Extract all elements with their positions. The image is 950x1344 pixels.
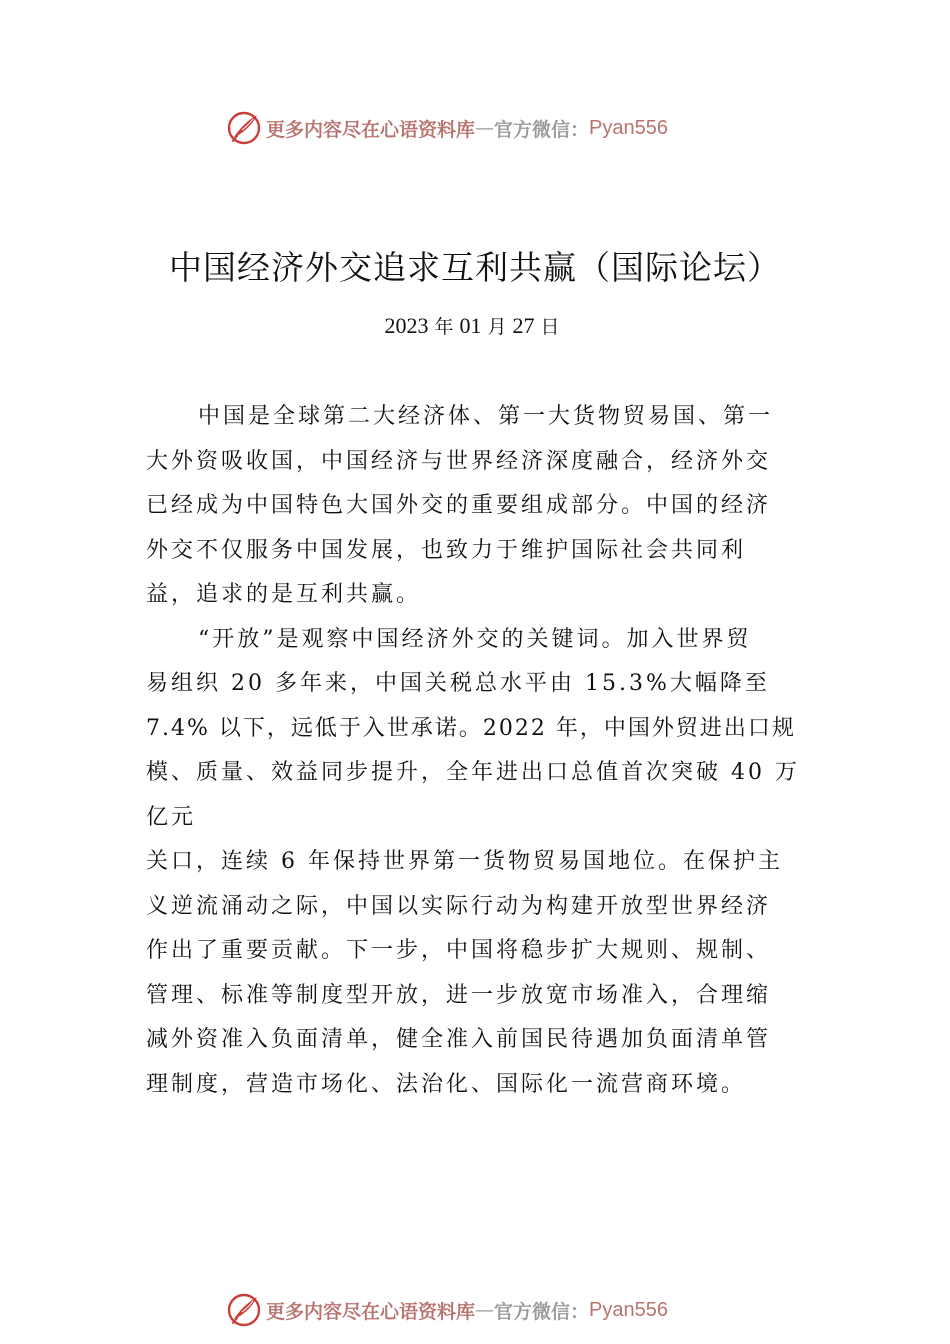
body-line: 外交不仅服务中国发展，也致力于维护国际社会共同利: [146, 537, 747, 563]
body-line: 已经成为中国特色大国外交的重要组成部分。中国的经济: [146, 493, 772, 518]
body-line: 大外资吸收国，中国经济与世界经济深度融合，经济外交: [146, 448, 772, 474]
watermark-separator: —: [475, 1299, 495, 1321]
body-line: 中国是全球第二大经济体、第一大货物贸易国、第一: [198, 404, 774, 429]
body-line: 模、质量、效益同步提升，全年进出口总值首次突破 40 万: [146, 760, 800, 785]
body-line: 7.4% 以下，远低于入世承诺。2022 年，中国外贸进出口规: [146, 715, 796, 741]
watermark-wechat-id: Pyan556: [589, 116, 668, 139]
body-line: 亿元: [146, 804, 197, 830]
body-line: 关口，连续 6 年保持世界第一货物贸易国地位。在保护主: [146, 849, 783, 874]
date-year: 2023: [384, 313, 429, 338]
document-body: [146, 395, 810, 1107]
body-line: 益，追求的是互利共赢。: [146, 582, 422, 607]
body-line: 减外资准入负面清单，健全准入前国民待遇加负面清单管: [146, 1027, 772, 1052]
document-date: [0, 312, 950, 339]
date-day: 27: [512, 313, 535, 338]
document-title: 中国经济外交追求互利共赢（国际论坛）: [169, 248, 781, 287]
quill-logo-icon: [226, 1292, 262, 1328]
date-day-unit: 日: [540, 316, 560, 338]
watermark-sub-text: 官方微信：: [494, 1300, 590, 1323]
body-line: 易组织 20 多年来，中国关税总水平由 15.3%大幅降至: [146, 671, 770, 696]
quill-logo-icon: [226, 110, 262, 146]
date-month: 01: [459, 313, 482, 338]
body-line: 作出了重要贡献。下一步，中国将稳步扩大规则、规制、: [146, 938, 772, 963]
body-line: 理制度，营造市场化、法治化、国际化一流营商环境。: [146, 1071, 747, 1097]
watermark-sub-text: 官方微信：: [494, 118, 590, 141]
watermark-separator: —: [475, 117, 495, 139]
date-month-unit: 月: [487, 316, 507, 338]
watermark-main-text: 更多内容尽在心语资料库: [266, 118, 476, 141]
footer-watermark: [226, 1290, 668, 1330]
watermark-wechat-id: Pyan556: [589, 1298, 668, 1321]
watermark-main-text: 更多内容尽在心语资料库: [266, 1300, 476, 1323]
header-watermark: [226, 108, 668, 148]
body-line: 管理、标准等制度型开放，进一步放宽市场准入，合理缩: [146, 982, 772, 1008]
body-line: 义逆流涌动之际，中国以实际行动为构建开放型世界经济: [146, 893, 772, 919]
body-line: “开放”是观察中国经济外交的关键词。加入世界贸: [198, 626, 752, 652]
date-year-unit: 年: [434, 316, 454, 338]
